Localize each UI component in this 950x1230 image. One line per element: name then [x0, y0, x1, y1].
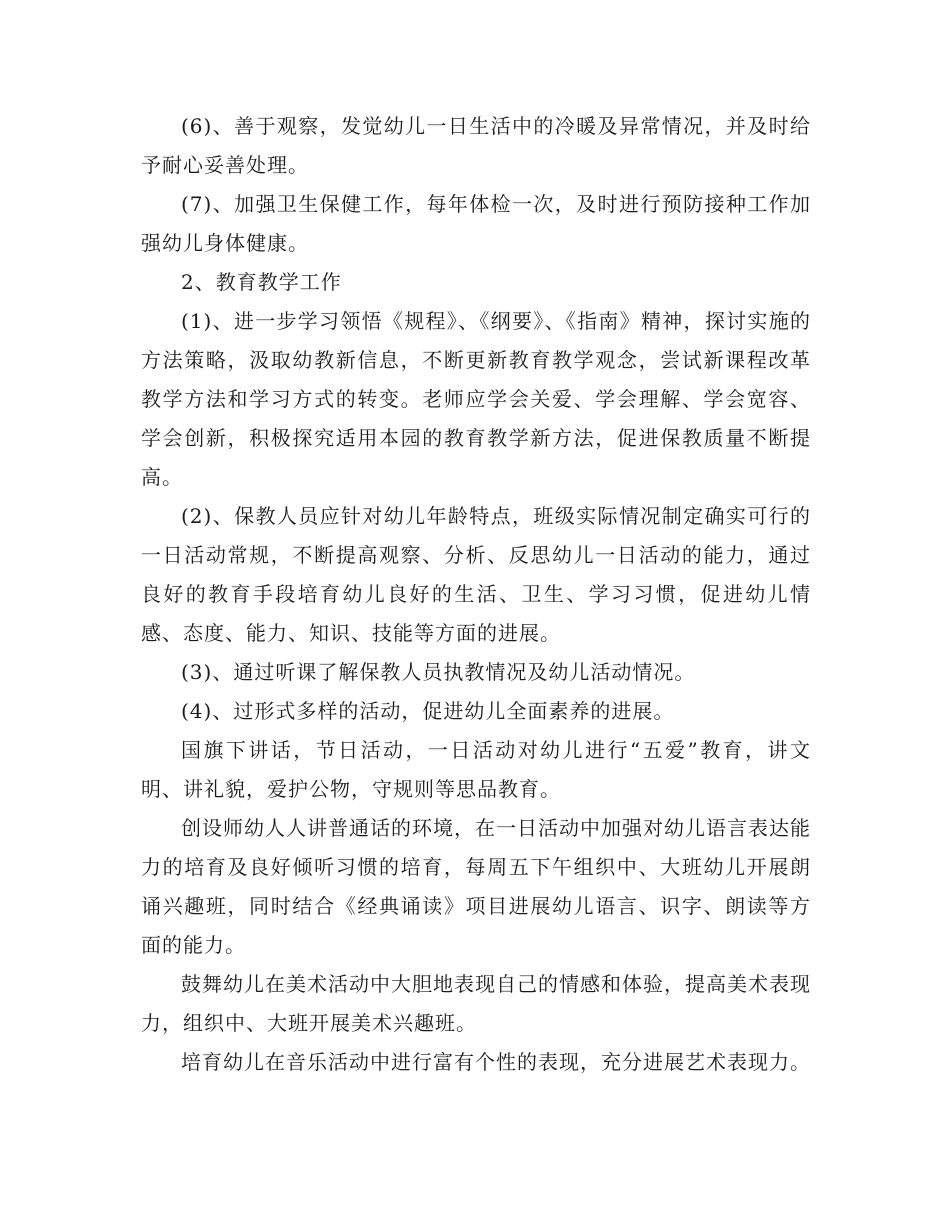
- paragraph-daily-routine: (2)、保教人员应针对幼儿年龄特点，班级实际情况制定确实可行的一日活动常规，不断提高观察、分析、反思幼儿一日活动的能力，通过良好的教育手段培育幼儿良好的生活、卫生、学习习惯，促进幼儿情感、态度、能力、知识、技能等方面的进展。: [141, 504, 811, 645]
- paragraph-art-activities: 鼓舞幼儿在美术活动中大胆地表现自己的情感和体验，提高美术表现力，组织中、大班开展美术兴趣班。: [141, 972, 811, 1035]
- paragraph-health-checkup: (7)、加强卫生保健工作，每年体检一次，及时进行预防接种工作加强幼儿身体健康。: [141, 192, 811, 255]
- paragraph-lesson-observation: (3)、通过听课了解保教人员执教情况及幼儿活动情况。: [181, 660, 696, 684]
- paragraph-varied-activities: (4)、过形式多样的活动，促进幼儿全面素养的进展。: [181, 699, 675, 723]
- section-heading-teaching: 2、教育教学工作: [181, 270, 342, 294]
- paragraph-language-environment: 创设师幼人人讲普通话的环境，在一日活动中加强对幼儿语言表达能力的培育及良好倾听习惯的培育，每周五下午组织中、大班幼儿开展朗诵兴趣班，同时结合《经典诵读》项目进展幼儿语言、识字、朗读等方面的能力。: [141, 816, 811, 957]
- paragraph-study-guidelines: (1)、进一步学习领悟《规程》、《纲要》、《指南》精神，探讨实施的方法策略，汲取幼教新信息，不断更新教育教学观念，尝试新课程改革教学方法和学习方式的转变。老师应学会关爱、学会理解、学会宽容、学会创新，积极探究适用本园的教育教学新方法，促进保教质量不断提高。: [141, 309, 811, 489]
- paragraph-health-observation: (6)、善于观察，发觉幼儿一日生活中的冷暖及异常情况，并及时给予耐心妥善处理。: [141, 114, 811, 177]
- paragraph-music-activities: 培育幼儿在音乐活动中进行富有个性的表现，充分进展艺术表现力。: [181, 1050, 811, 1074]
- paragraph-moral-education: 国旗下讲话，节日活动，一日活动对幼儿进行“五爱”教育，讲文明、讲礼貌，爱护公物，守规则等思品教育。: [141, 738, 811, 801]
- document-body: [141, 107, 811, 1082]
